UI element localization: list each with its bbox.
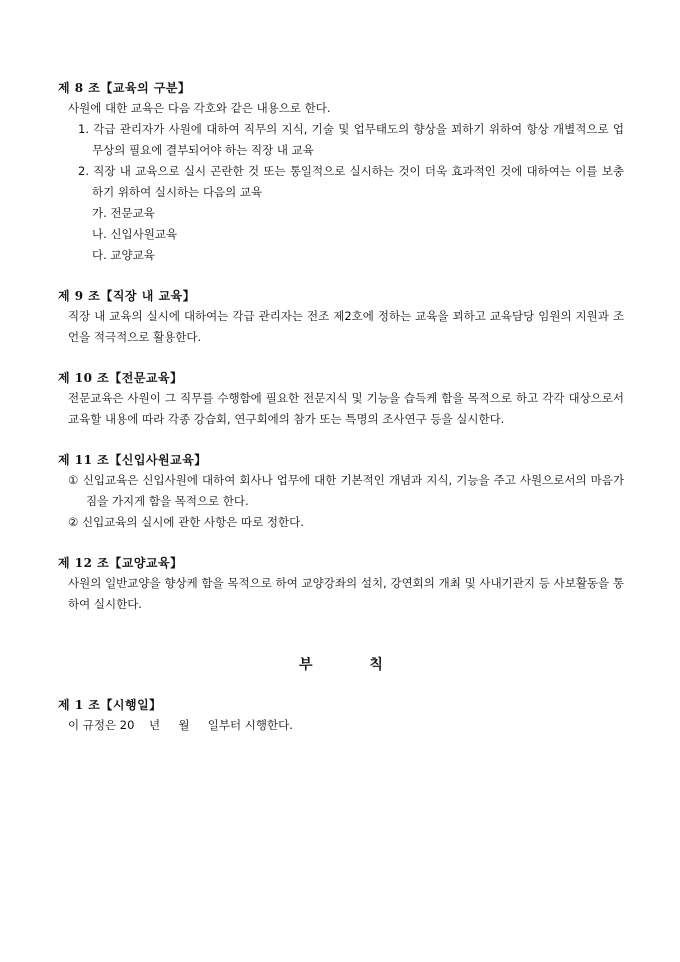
article-8-sub-item-3: 다. 교양교육 — [92, 248, 155, 262]
article-8-intro: 사원에 대한 교육은 다음 각호와 같은 내용으로 한다. — [68, 101, 331, 115]
article-8-sub-item-1: 가. 전문교육 — [92, 206, 155, 220]
article-12-body: 사원의 일반교양을 향상케 함을 목적으로 하여 교양강좌의 설치, 강연회의 개최 및 사내기관지 등 사보활동을 통하여 실시한다. — [68, 576, 624, 611]
article-12-heading: 제 12 조【교양교육】 — [58, 556, 183, 570]
annex-article-1-body: 이 규정은 20 년 월 일부터 시행한다. — [68, 718, 293, 732]
article-10-heading: 제 10 조【전문교육】 — [58, 371, 183, 385]
article-11-item-1: ① 신입교육은 신입사원에 대하여 회사나 업무에 대한 기본적인 개념과 지식, 기능을 주고 사원으로서의 마음가짐을 가지게 함을 목적으로 한다. — [68, 473, 624, 508]
article-11-heading: 제 11 조【신입사원교육】 — [58, 453, 207, 467]
article-8-item-2: 2. 직장 내 교육으로 실시 곤란한 것 또는 통일적으로 실시하는 것이 더욱 효과적인 것에 대하여는 이를 보충하기 위하여 실시하는 다음의 교육 — [78, 164, 624, 199]
annex-article-1-heading: 제 1 조【시행일】 — [58, 698, 162, 712]
article-8-sub-item-2: 나. 신입사원교육 — [92, 227, 178, 241]
article-8-item-1: 1. 각급 관리자가 사원에 대하여 직무의 지식, 기술 및 업무태도의 향상을 꾀하기 위하여 항상 개별적으로 업무상의 필요에 결부되어야 하는 직장 내 교육 — [78, 122, 624, 157]
article-11-item-2: ② 신입교육의 실시에 관한 사항은 따로 정한다. — [68, 515, 304, 529]
article-9-body: 직장 내 교육의 실시에 대하여는 각급 관리자는 전조 제2호에 정하는 교육을 꾀하고 교육담당 임원의 지원과 조언을 적극적으로 활용한다. — [68, 309, 624, 344]
article-10-body: 전문교육은 사원이 그 직무를 수행함에 필요한 전문지식 및 기능을 습득케 함을 목적으로 하고 각각 대상으로서 교육할 내용에 따라 각종 강습회, 연구회에의 참가 또는 특명의 조사연구 등을 실시한다. — [68, 391, 624, 426]
document-page — [58, 78, 624, 736]
annex-title: 부 칙 — [299, 657, 409, 673]
article-8-heading: 제 8 조【교육의 구분】 — [58, 81, 191, 95]
article-9-heading: 제 9 조【직장 내 교육】 — [58, 289, 196, 303]
